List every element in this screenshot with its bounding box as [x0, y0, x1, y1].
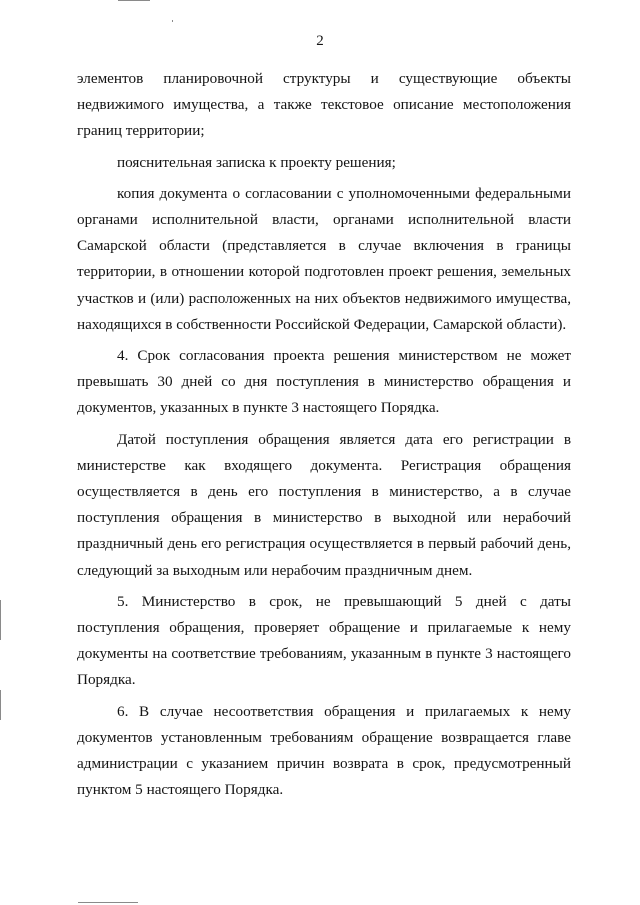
- scan-artifact-bottom: [78, 902, 138, 903]
- page-number: 2: [316, 33, 324, 49]
- scan-artifact-left-edge-2: [0, 690, 1, 720]
- paragraph-registration-date: Датой поступления обращения является дата его регистрации в министерстве как входящего документа. Регистрация обращения осуществляется в день его поступления в министерство, а в случае поступления обращения в министерство в выходной или нерабочий праздничный день его регистрация осуществляется в первый рабочий день, следующий за выходным или нерабочим праздничным днем.: [77, 430, 571, 579]
- scan-artifact-left-edge: [0, 600, 1, 640]
- paragraph-clause-6: 6. В случае несоответствия обращения и прилагаемых к нему документов установленным требованиям обращение возвращается главе администрации с указанием причин возврата в срок, предусмотренный пунктом 5 настоящего Порядка.: [77, 702, 571, 799]
- scan-artifact-top: [118, 0, 150, 1]
- document-body: [77, 66, 571, 803]
- paragraph-clause-5: 5. Министерство в срок, не превышающий 5 дней с даты поступления обращения, проверяет обращение и прилагаемые к нему документы на соответствие требованиям, указанным в пункте 3 настоящего Порядка.: [77, 592, 571, 689]
- paragraph-clause-4: 4. Срок согласования проекта решения министерством не может превышать 30 дней со дня поступления в министерство обращения и документов, указанных в пункте 3 настоящего Порядка.: [77, 347, 571, 417]
- paragraph-explanatory-note: пояснительная записка к проекту решения;: [117, 153, 396, 171]
- paragraph-continuation: элементов планировочной структуры и существующие объекты недвижимого имущества, а также текстовое описание местоположения границ территории;: [77, 70, 571, 140]
- scan-artifact-dot: [172, 20, 173, 22]
- paragraph-approval-copy: копия документа о согласовании с уполномоченными федеральными органами исполнительной власти, органами исполнительной власти Самарской области (представляется в случае включения в границы территории, в отношении которой подготовлен проект решения, земельных участков и (или) расположенных на них объектов недвижимого имущества, находящихся в собственности Российской Федерации, Самарской области).: [77, 184, 571, 333]
